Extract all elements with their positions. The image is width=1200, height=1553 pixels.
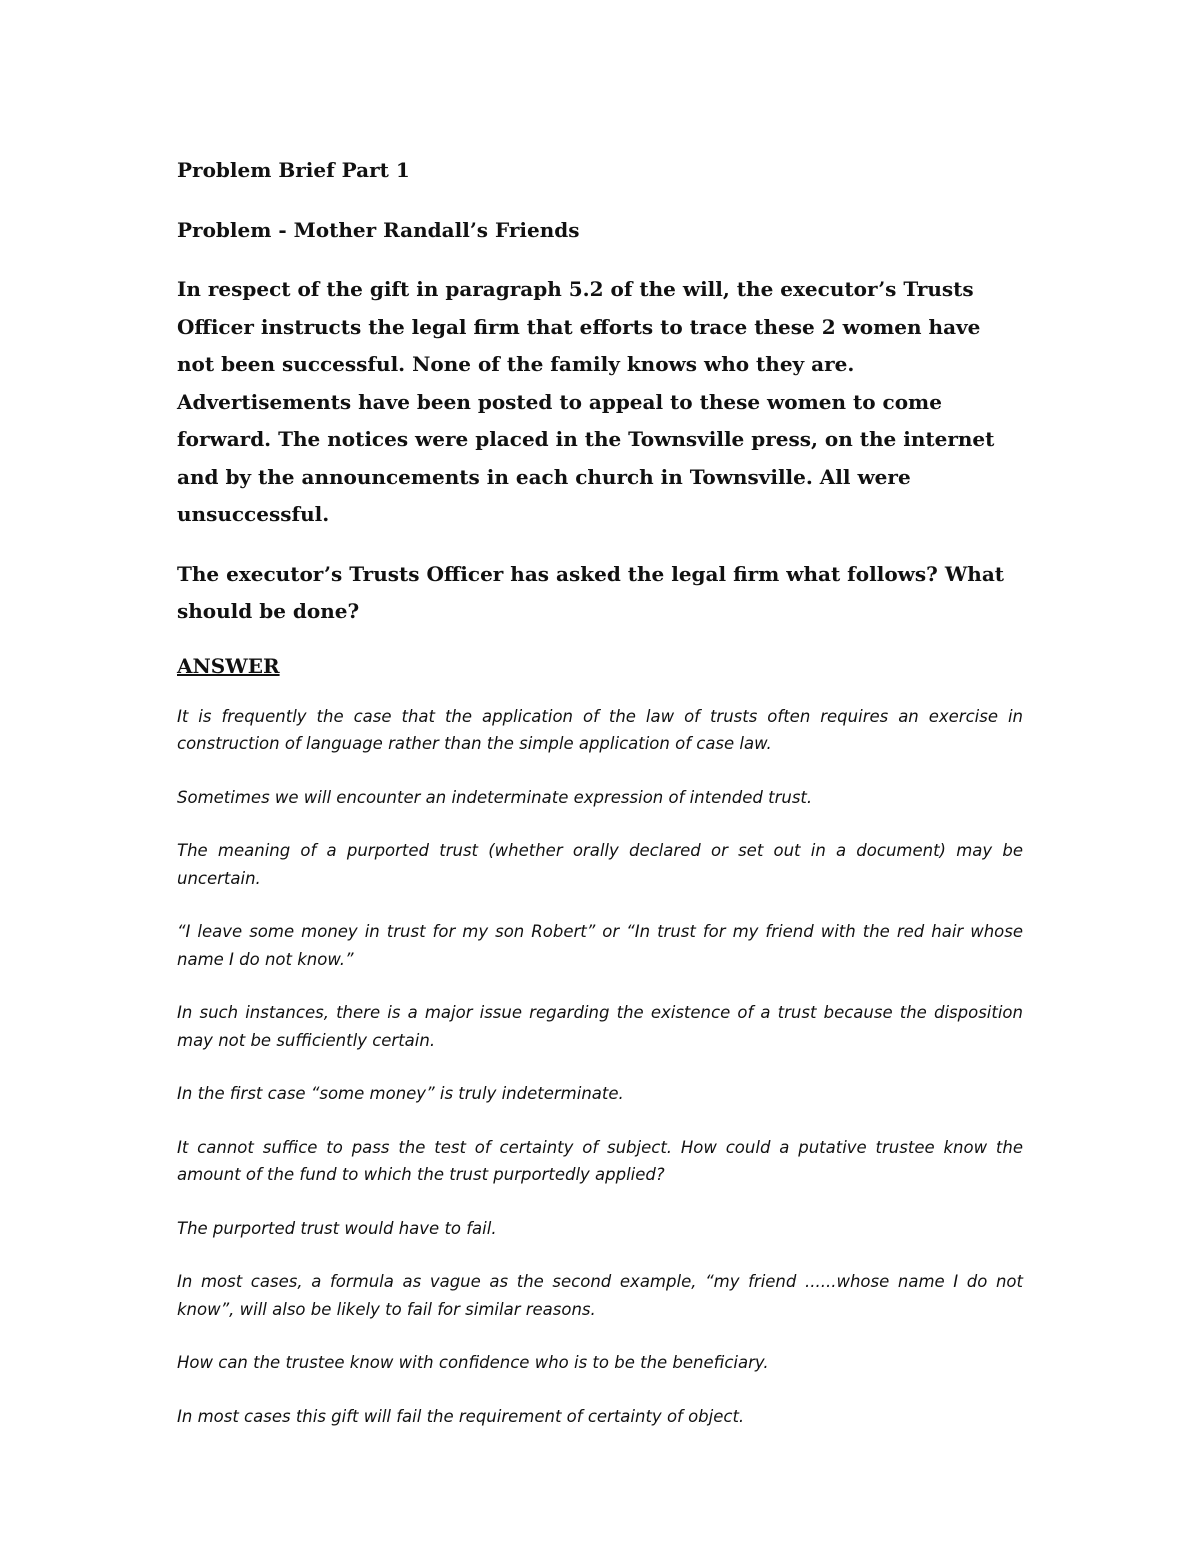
answer-paragraph: The meaning of a purported trust (whether orally declared or set out in a document) may be uncertain. — [177, 841, 1023, 888]
answer-paragraph: How can the trustee know with confidence who is to be the beneficiary. — [177, 1353, 769, 1372]
document-title: Problem Brief Part 1 — [177, 158, 410, 182]
answer-paragraph: “I leave some money in trust for my son Robert” or “In trust for my friend with the red hair whose name I do not know.” — [177, 922, 1023, 969]
answer-paragraph: In the first case “some money” is truly indeterminate. — [177, 1084, 624, 1103]
answer-paragraph: The purported trust would have to fail. — [177, 1218, 497, 1238]
document-body — [177, 152, 1023, 1456]
answer-paragraph: In most cases this gift will fail the requirement of certainty of object. — [177, 1406, 745, 1426]
problem-paragraph: In respect of the gift in paragraph 5.2 of the will, the executor’s Trusts Officer instructs the legal firm that efforts to trace these 2 women have not been successful. None of the family knows who they are. Advertisements have been posted to appeal to these women to come forward. The notices were placed in the Townsville press, on the internet and by the announcements in each church in Townsville. All were unsuccessful. — [177, 277, 995, 526]
answer-paragraph: It is frequently the case that the application of the law of trusts often requires an exercise in construction of language rather than the simple application of case law. — [177, 706, 1023, 753]
answer-paragraph: In most cases, a formula as vague as the second example, “my friend ......whose name I do not know”, will also be likely to fail for similar reasons. — [177, 1272, 1023, 1319]
problem-title: Problem - Mother Randall’s Friends — [177, 217, 580, 242]
answer-heading: ANSWER — [177, 653, 280, 678]
answer-paragraph: In such instances, there is a major issue regarding the existence of a trust because the disposition may not be sufficiently certain. — [177, 1003, 1023, 1050]
question-paragraph: The executor’s Trusts Officer has asked the legal firm what follows? What should be done? — [177, 561, 1005, 623]
answer-paragraph: It cannot suffice to pass the test of certainty of subject. How could a putative trustee know the amount of the fund to which the trust purportedly applied? — [177, 1137, 1023, 1184]
answer-paragraph: Sometimes we will encounter an indeterminate expression of intended trust. — [177, 787, 813, 807]
